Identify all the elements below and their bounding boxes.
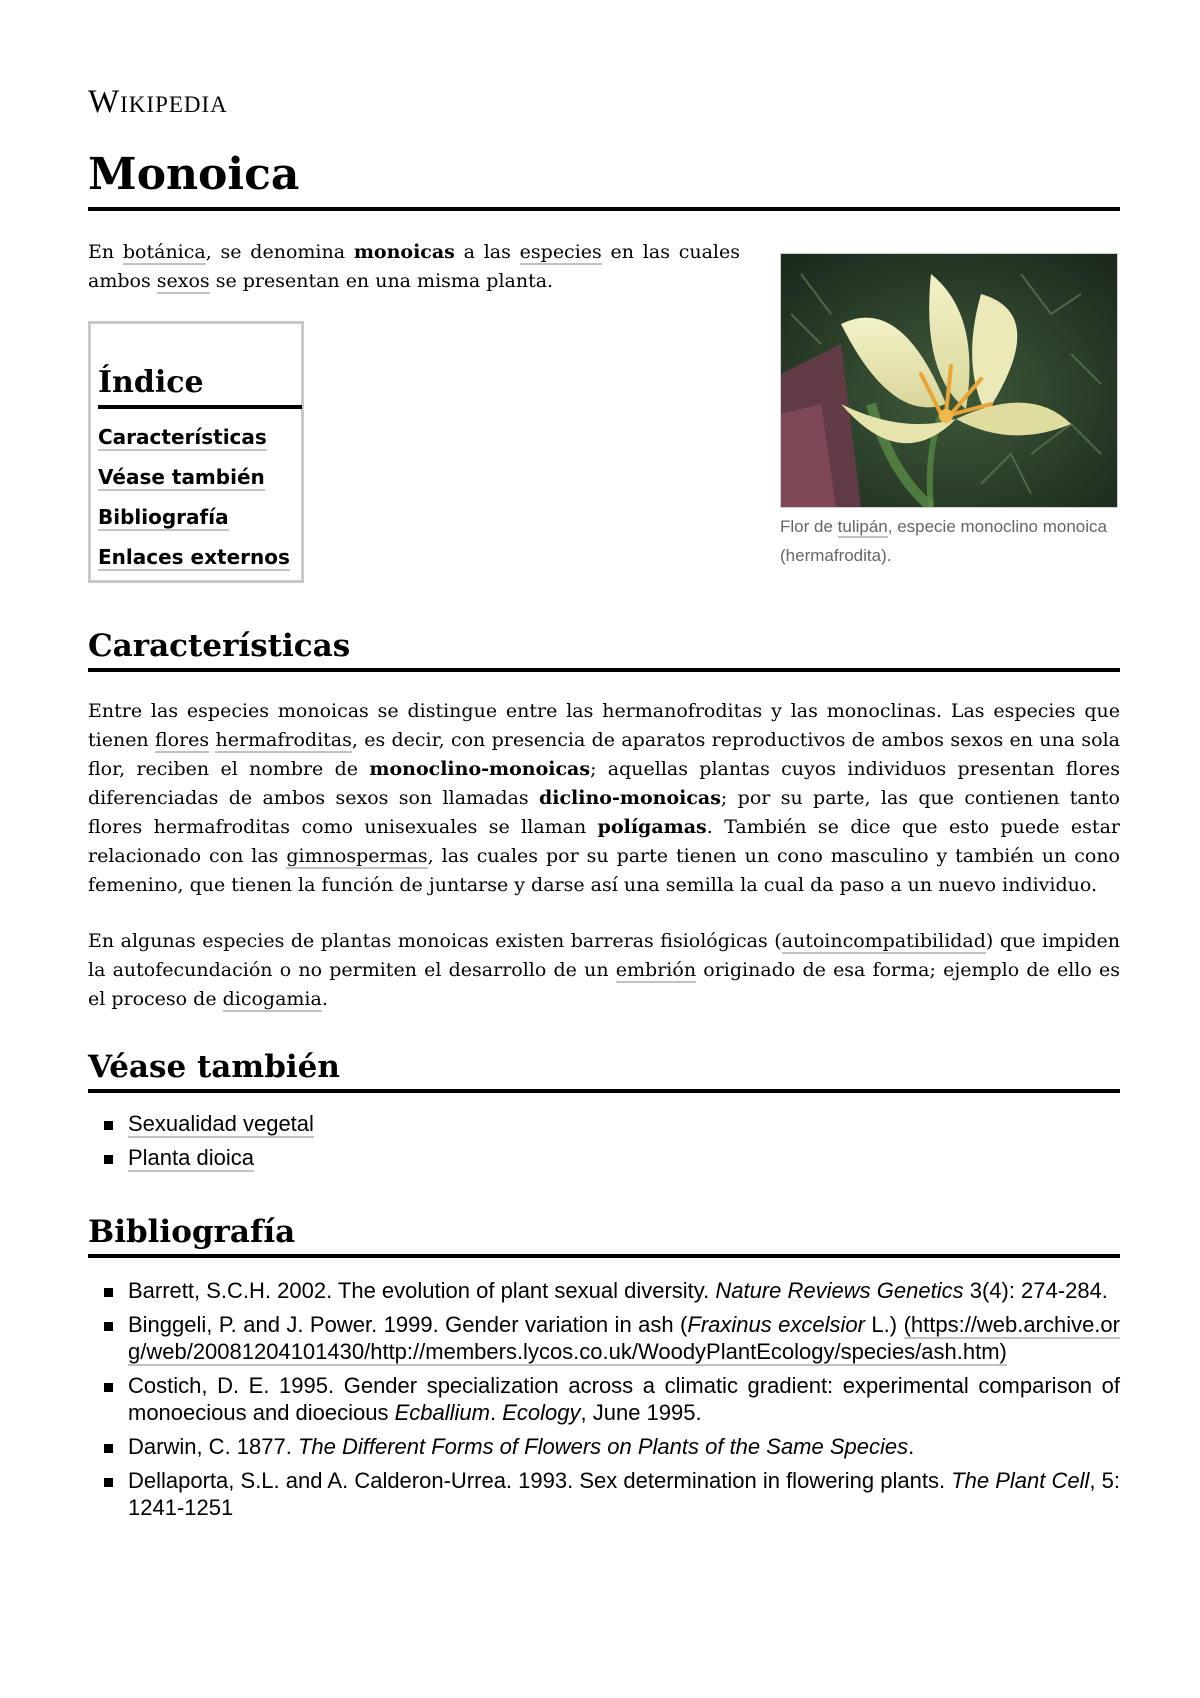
heading-caracteristicas: Características: [88, 628, 351, 664]
page-title: Monoica: [88, 149, 300, 200]
table-of-contents: [88, 321, 304, 583]
intro-paragraph: En botánica, se denomina monoicas a las especies en las cuales ambos sexos se presentan en una misma planta.: [88, 241, 740, 292]
list-item: [88, 1110, 1120, 1137]
title-divider: [88, 207, 1120, 211]
link-flores[interactable]: flores: [154, 729, 210, 751]
section-divider: [88, 1254, 1120, 1258]
link-especies[interactable]: especies: [519, 241, 602, 263]
link-gender-variation-ash[interactable]: Gender variation in ash (Fraxinus excelsior L.): [445, 1312, 898, 1337]
wikipedia-logo[interactable]: Wikipedia: [88, 84, 228, 120]
heading-bibliografia: Bibliografía: [88, 1214, 296, 1250]
link-dicogamia[interactable]: dicogamia: [222, 988, 322, 1010]
figure-caption: Flor de tulipán, especie monoclino monoica (hermafrodita).: [780, 517, 1107, 565]
toc-item-enlaces-externos[interactable]: Enlaces externos: [98, 545, 290, 569]
link-planta-dioica[interactable]: Planta dioica: [128, 1145, 254, 1170]
link-gimnospermas[interactable]: gimnospermas: [286, 845, 428, 867]
link-sexos[interactable]: sexos: [156, 270, 210, 292]
link-hermafroditas[interactable]: hermafroditas: [215, 729, 352, 751]
list-item: Costich, D. E. 1995. Gender specialization across a climatic gradient: experimental comparison of monoecious and dioecious Ecballium. Ecology, June 1995.: [88, 1372, 1120, 1426]
heading-vease-tambien: Véase también: [88, 1049, 340, 1085]
list-item: [88, 1144, 1120, 1171]
toc-item-bibliografia[interactable]: Bibliografía: [98, 505, 229, 529]
list-item: Barrett, S.C.H. 2002. The evolution of plant sexual diversity. Nature Reviews Genetics 3(4): 274-284.: [88, 1277, 1120, 1304]
list-item: Binggeli, P. and J. Power. 1999. Gender variation in ash (Fraxinus excelsior L.) (https://web.archive.org/web/20081204101430/http://members.lycos.co.uk/WoodyPlantEcology/species/ash.htm): [88, 1311, 1120, 1365]
section-divider: [88, 1089, 1120, 1093]
bibliography-list: [88, 1277, 1120, 1528]
list-item: Darwin, C. 1877. The Different Forms of Flowers on Plants of the Same Species.: [88, 1433, 1120, 1460]
caracteristicas-paragraph-2: En algunas especies de plantas monoicas existen barreras fisiológicas (autoincompatibilidad) que impiden la autofecundación o no permiten el desarrollo de un embrión originado de esa forma; ejemplo de ello es el proceso de dicogamia.: [88, 930, 1120, 1010]
link-botanica[interactable]: botánica: [122, 241, 206, 263]
tulip-photo[interactable]: [780, 253, 1118, 508]
toc-title: Índice: [98, 365, 204, 400]
link-autoincompatibilidad[interactable]: autoincompatibilidad: [781, 930, 986, 952]
link-sexualidad-vegetal[interactable]: Sexualidad vegetal: [128, 1111, 314, 1136]
toc-item-caracteristicas[interactable]: Características: [98, 425, 267, 449]
tulip-figure: [780, 253, 1116, 570]
toc-item-vease-tambien[interactable]: Véase también: [98, 465, 265, 489]
link-embrion[interactable]: embrión: [615, 959, 697, 981]
caracteristicas-paragraph-1: Entre las especies monoicas se distingue entre las hermanofroditas y las monoclinas. Las especies que tienen flores hermafroditas, es decir, con presencia de aparatos reproductivos de ambos sexos en una sola flor, reciben el nombre de monoclino-monoicas; aquellas plantas cuyos individuos presentan flores diferenciadas de ambos sexos son llamadas diclino-monoicas; por su parte, las que contienen tanto flores hermafroditas como unisexuales se llaman polígamas. También se dice que esto puede estar relacionado con las gimnospermas, las cuales por su parte tienen un cono masculino y también un cono femenino, que tienen la función de juntarse y darse así una semilla la cual da paso a un nuevo individuo.: [88, 700, 1120, 896]
toc-divider: [98, 405, 302, 409]
list-item: Dellaporta, S.L. and A. Calderon-Urrea. 1993. Sex determination in flowering plants. The Plant Cell, 5: 1241-1251: [88, 1467, 1120, 1521]
see-also-list: [88, 1110, 1120, 1178]
section-divider: [88, 668, 1120, 672]
link-tulipan[interactable]: tulipán: [837, 517, 888, 536]
link-archive-url[interactable]: (https://web.archive.org/web/20081204101430/http://members.lycos.co.uk/WoodyPlantEcology/species/ash.htm): [128, 1312, 1120, 1364]
